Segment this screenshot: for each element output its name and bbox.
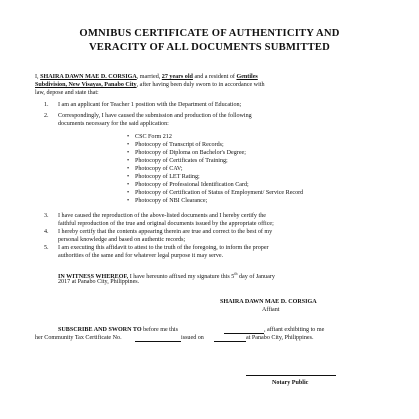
intro-line-1: I, SHAIRA DAWN MAE D. CORSIGA, married, 27 years old and a resident of Gentiles [35,74,258,80]
item-2-line-2: documents necessary for the said application: [58,121,169,127]
document-list-item: • Photocopy of Certification of Status of Employment/ Service Record [135,189,303,197]
subscribe-line-2-c: at Panabo City, Philippines. [246,335,314,341]
intro-line-2: Subdivision, New Visayas, Panabo City, after having been duly sworn to in accordance with [35,82,265,88]
affiant-address-part-1: Gentiles [236,74,258,80]
item-5-line-1: I am executing this affidavit to attest to the truth of the foregoing, to inform the proper [58,245,269,251]
document-list-item: • Photocopy of LET Rating; [135,173,200,181]
item-2-line-1: Correspondingly, I have caused the submission and production of the following [58,113,252,119]
document-list-item: • Photocopy of CAV; [135,165,183,173]
item-5-line-2: authorities of the same and for whatever legal purpose it may serve. [58,253,224,259]
intro-line-3: law, depose and state that: [35,90,99,96]
document-list-item: • Photocopy of NBI Clearance; [135,197,207,205]
document-title-line-2: VERACITY OF ALL DOCUMENTS SUBMITTED [88,42,331,53]
witness-line-2: 2017 at Panabo City, Philippines. [58,279,140,285]
issue-date-blank-line [214,341,246,342]
item-4-line-1: I hereby certify that the contents appearing therein are true and correct to the best of my [58,229,273,235]
affiant-signature-name: SHAIRA DAWN MAE D. CORSIGA [220,299,317,305]
item-number-3: 3. [44,213,49,219]
item-number-4: 4. [44,229,49,235]
document-list-item: • Photocopy of Certificates of Training; [135,157,228,165]
subscribe-line-2-a: her Community Tax Certificate No. [35,335,122,341]
item-3-line-1: I have caused the reproduction of the above-listed documents and I hereby certify the [58,213,266,219]
notary-signature-line [246,375,336,376]
subscribe-heading: SUBSCRIBE AND SWORN TO [58,327,142,333]
document-list-item: • Photocopy of Transcript of Records; [135,141,224,149]
affiant-label: Affiant [262,307,280,313]
ctc-number-blank-line [135,341,181,342]
item-number-1: 1. [44,102,49,108]
affiant-age: 27 years old [161,74,193,80]
item-4-line-2: personal knowledge and based on authentic records; [58,237,186,243]
item-3-line-2: faithful reproduction of the true and original documents issued by the appropriate office; [58,221,274,227]
witness-heading: IN WITNESS WHEREOF, [58,274,129,281]
document-list-item: • CSC Form 212 [135,133,172,141]
affiant-name-inline: SHAIRA DAWN MAE D. CORSIGA [40,74,137,80]
document-list-item: • Photocopy of Professional Identification Card; [135,181,249,189]
document-list-item: • Photocopy of Diploma on Bachelor's Degree; [135,149,246,157]
witness-line-1: IN WITNESS WHEREOF, I have hereunto affixed my signature this 5th day of January [58,271,275,281]
affiant-address-part-2: Subdivision, New Visayas, Panabo City [35,82,137,88]
item-number-2: 2. [44,113,49,119]
subscribe-line-2-b: issued on [181,335,204,341]
document-title-line-1: OMNIBUS CERTIFICATE OF AUTHENTICITY AND [79,28,340,39]
subscribe-line-1-a: SUBSCRIBE AND SWORN TO before me this [58,327,178,333]
item-number-5: 5. [44,245,49,251]
subscribe-line-1-b: , affiant exhibiting to me [264,327,325,333]
item-1-line-1: I am an applicant for Teacher 1 position with the Department of Education; [58,102,242,108]
notary-public-label: Notary Public [272,380,309,386]
